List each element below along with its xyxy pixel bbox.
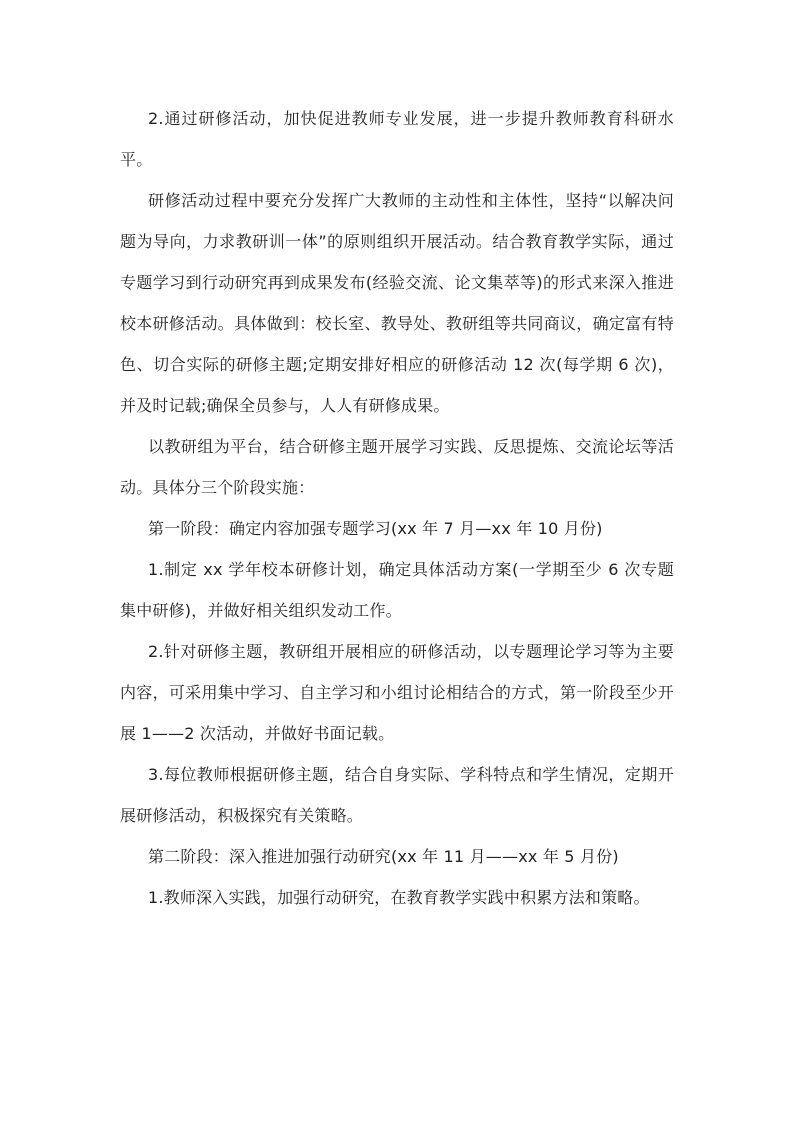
paragraph-process: 研修活动过程中要充分发挥广大教师的主动性和主体性，坚持“以解决问题为导向，力求教研训一体”的原则组织开展活动。结合教育教学实际，通过专题学习到行动研究再到成果发布(经验交流、论文集萃等)的形式来深入推进校本研修活动。具体做到：校长室、教导处、教研组等共同商议，确定富有特色、切合实际的研修主题;定期安排好相应的研修活动 12 次(每学期 6 次)，并及时记载;确保全员参与，人人有研修成果。 xyxy=(120,191,674,415)
paragraph-stage-2-item-1: 1.教师深入实践，加强行动研究，在教育教学实践中积累方法和策略。 xyxy=(148,888,650,907)
paragraph-platform: 以教研组为平台，结合研修主题开展学习实践、反思提炼、交流论坛等活动。具体分三个阶段实施： xyxy=(120,437,674,497)
paragraph-stage-1-item-3: 3.每位教师根据研修主题，结合自身实际、学科特点和学生情况，定期开展研修活动，积极探究有关策略。 xyxy=(120,765,674,825)
document-body xyxy=(120,98,674,918)
paragraph-stage-1-item-2: 2.针对研修主题，教研组开展相应的研修活动，以专题理论学习等为主要内容，可采用集中学习、自主学习和小组讨论相结合的方式，第一阶段至少开展 1——2 次活动，并做好书面记载。 xyxy=(120,642,674,743)
paragraph-goal-2: 2.通过研修活动，加快促进教师专业发展，进一步提升教师教育科研水平。 xyxy=(120,109,674,169)
paragraph-stage-2-heading: 第二阶段：深入推进加强行动研究(xx 年 11 月——xx 年 5 月份) xyxy=(148,847,619,866)
paragraph-stage-1-item-1: 1.制定 xx 学年校本研修计划，确定具体活动方案(一学期至少 6 次专题集中研修)，并做好相关组织发动工作。 xyxy=(120,560,674,620)
paragraph-stage-1-heading: 第一阶段：确定内容加强专题学习(xx 年 7 月—xx 年 10 月份) xyxy=(148,519,603,538)
